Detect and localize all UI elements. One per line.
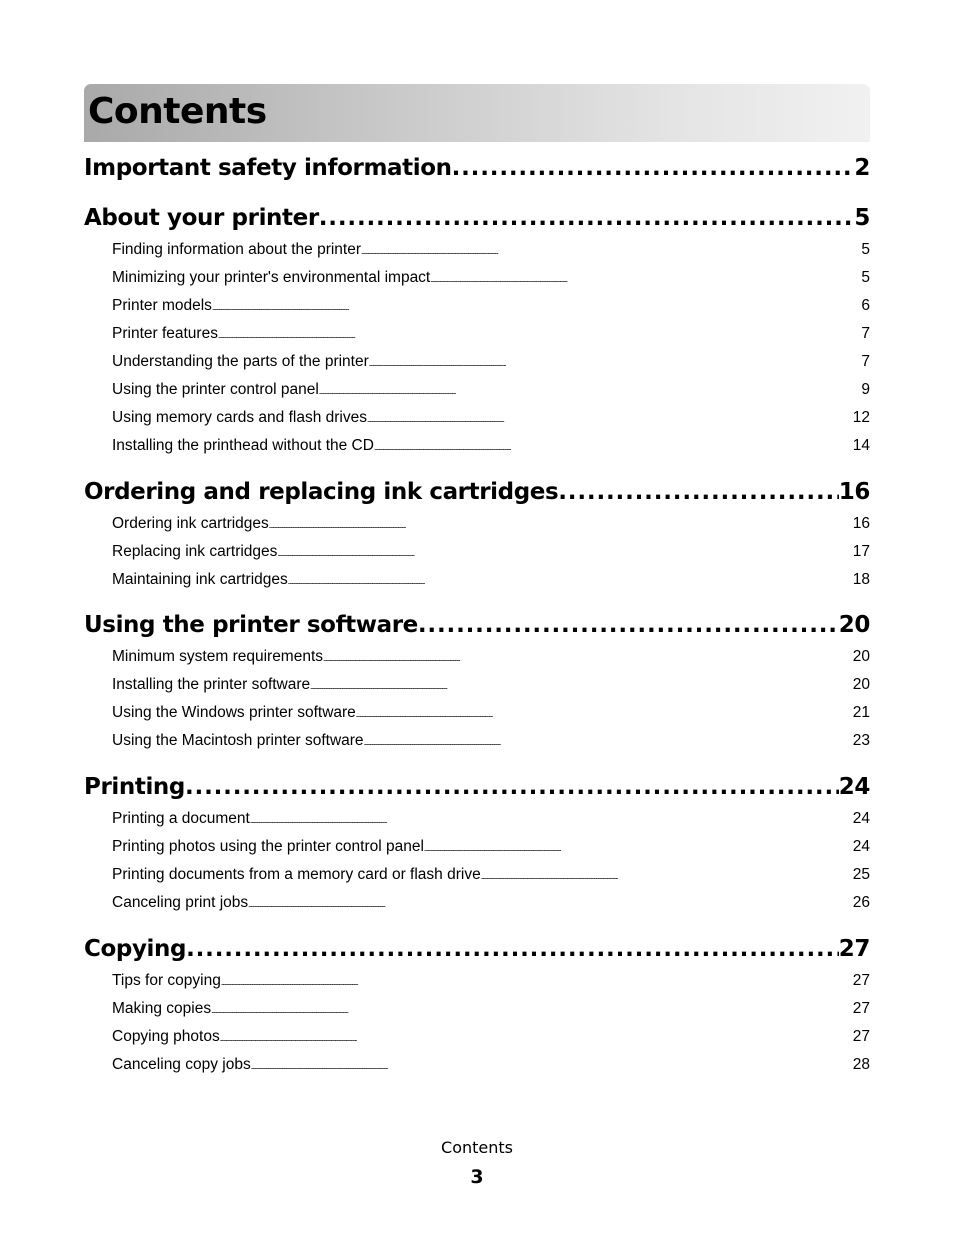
toc-section[interactable] [112,1026,870,1048]
toc-chapter-page: 5 [854,205,870,231]
toc-chapter[interactable] [84,152,870,184]
toc-chapter-title: Important safety information [84,155,452,181]
toc-chapter-title: Printing [84,774,185,800]
toc-section[interactable] [112,407,870,429]
toc-chapter[interactable] [84,933,870,965]
toc-leader-dots [430,270,861,289]
toc-section[interactable] [112,513,870,535]
toc-section-title: Minimizing your printer's environmental impact [112,269,431,286]
toc-section-page: 20 [852,648,870,665]
toc-section-page: 28 [852,1056,870,1073]
toc-chapter-title: About your printer [84,205,319,231]
toc-section[interactable] [112,970,870,992]
toc-section[interactable] [112,379,870,401]
toc-section-page: 27 [852,1000,870,1017]
toc-section[interactable] [112,808,870,830]
toc-leader-dots [319,202,855,234]
toc-section-page: 18 [852,571,870,588]
toc-leader-dots [220,1029,853,1048]
toc-section[interactable] [112,864,870,886]
footer-label: Contents [441,1138,513,1157]
footer-page-number: 3 [470,1166,484,1188]
toc-leader-dots [364,733,853,752]
toc-leader-dots [218,326,861,345]
toc-leader-dots [369,354,862,373]
toc-section-page: 25 [852,866,870,883]
toc-section-title: Making copies [112,1000,212,1017]
toc-section[interactable] [112,541,870,563]
toc-section-page: 17 [852,543,870,560]
toc-chapter-title: Ordering and replacing ink cartridges [84,479,559,505]
toc-leader-dots [212,298,861,317]
toc-leader-dots [319,382,862,401]
toc-section-page: 6 [861,297,870,314]
toc-section-title: Minimum system requirements [112,648,324,665]
toc-leader-dots [310,677,853,696]
toc-chapter-page: 16 [838,479,870,505]
toc-section-title: Canceling print jobs [112,894,249,911]
toc-section[interactable] [112,267,870,289]
toc-section-title: Installing the printer software [112,676,311,693]
toc-leader-dots [211,1001,853,1020]
toc-section-page: 24 [852,810,870,827]
toc-section[interactable] [112,892,870,914]
toc-section-page: 14 [852,437,870,454]
toc-section-page: 26 [852,894,870,911]
toc-leader-dots [424,839,853,858]
toc-section-title: Using the Windows printer software [112,704,356,721]
page-title-bar [84,84,870,142]
toc-section[interactable] [112,351,870,373]
toc-section-title: Copying photos [112,1028,220,1045]
toc-section-title: Maintaining ink cartridges [112,571,288,588]
toc-chapter[interactable] [84,609,870,641]
toc-section-title: Replacing ink cartridges [112,543,278,560]
toc-section-title: Ordering ink cartridges [112,515,269,532]
toc-leader-dots [288,572,853,591]
toc-section[interactable] [112,674,870,696]
toc-section[interactable] [112,646,870,668]
toc-section-page: 7 [861,325,870,342]
toc-leader-dots [367,410,853,429]
toc-leader-dots [452,152,855,184]
toc-section[interactable] [112,239,870,261]
toc-section-title: Finding information about the printer [112,241,362,258]
toc-section[interactable] [112,730,870,752]
toc-leader-dots [481,867,853,886]
toc-section-title: Using the Macintosh printer software [112,732,364,749]
toc-chapter-title: Copying [84,936,187,962]
toc-section-title: Printing photos using the printer control panel [112,838,424,855]
toc-section-title: Printer models [112,297,212,314]
toc-chapter-page: 27 [838,936,870,962]
toc-section[interactable] [112,998,870,1020]
toc-leader-dots [185,771,839,803]
toc-section-page: 9 [861,381,870,398]
toc-leader-dots [356,705,853,724]
toc-section[interactable] [112,435,870,457]
toc-section-page: 21 [852,704,870,721]
toc-section-page: 16 [852,515,870,532]
toc-leader-dots [374,438,853,457]
toc-section-page: 23 [852,732,870,749]
toc-leader-dots [418,609,839,641]
toc-section-page: 5 [861,269,870,286]
page-title: Contents [88,91,267,132]
toc-chapter-title: Using the printer software [84,612,418,638]
toc-leader-dots [251,1057,853,1076]
toc-leader-dots [323,649,853,668]
toc-section-page: 24 [852,838,870,855]
toc-leader-dots [186,933,839,965]
toc-chapter-page: 2 [854,155,870,181]
toc-section-page: 20 [852,676,870,693]
toc-section-title: Canceling copy jobs [112,1056,251,1073]
toc-leader-dots [248,895,853,914]
toc-chapter-page: 20 [838,612,870,638]
toc-section[interactable] [112,702,870,724]
toc-section-title: Installing the printhead without the CD [112,437,374,454]
toc-section[interactable] [112,836,870,858]
toc-section-title: Using memory cards and flash drives [112,409,367,426]
toc-section-page: 27 [852,972,870,989]
toc-chapter[interactable] [84,771,870,803]
toc-section-page: 7 [861,353,870,370]
toc-section-title: Understanding the parts of the printer [112,353,369,370]
toc-leader-dots [250,811,853,830]
toc-section-title: Printing documents from a memory card or flash drive [112,866,481,883]
toc-section-title: Printing a document [112,810,250,827]
toc-chapter-page: 24 [838,774,870,800]
toc-section-page: 5 [861,241,870,258]
toc-leader-dots [277,544,852,563]
toc-section-title: Tips for copying [112,972,221,989]
toc-leader-dots [558,476,839,508]
toc-chapter[interactable] [84,476,870,508]
toc-leader-dots [221,973,853,992]
toc-chapter[interactable] [84,202,870,234]
toc-section[interactable] [112,323,870,345]
toc-section[interactable] [112,295,870,317]
toc-section-page: 12 [852,409,870,426]
toc-section-page: 27 [852,1028,870,1045]
toc-section-title: Using the printer control panel [112,381,319,398]
toc-section-title: Printer features [112,325,218,342]
toc-leader-dots [361,242,861,261]
toc-section[interactable] [112,1054,870,1076]
toc-section[interactable] [112,569,870,591]
toc-leader-dots [269,516,853,535]
